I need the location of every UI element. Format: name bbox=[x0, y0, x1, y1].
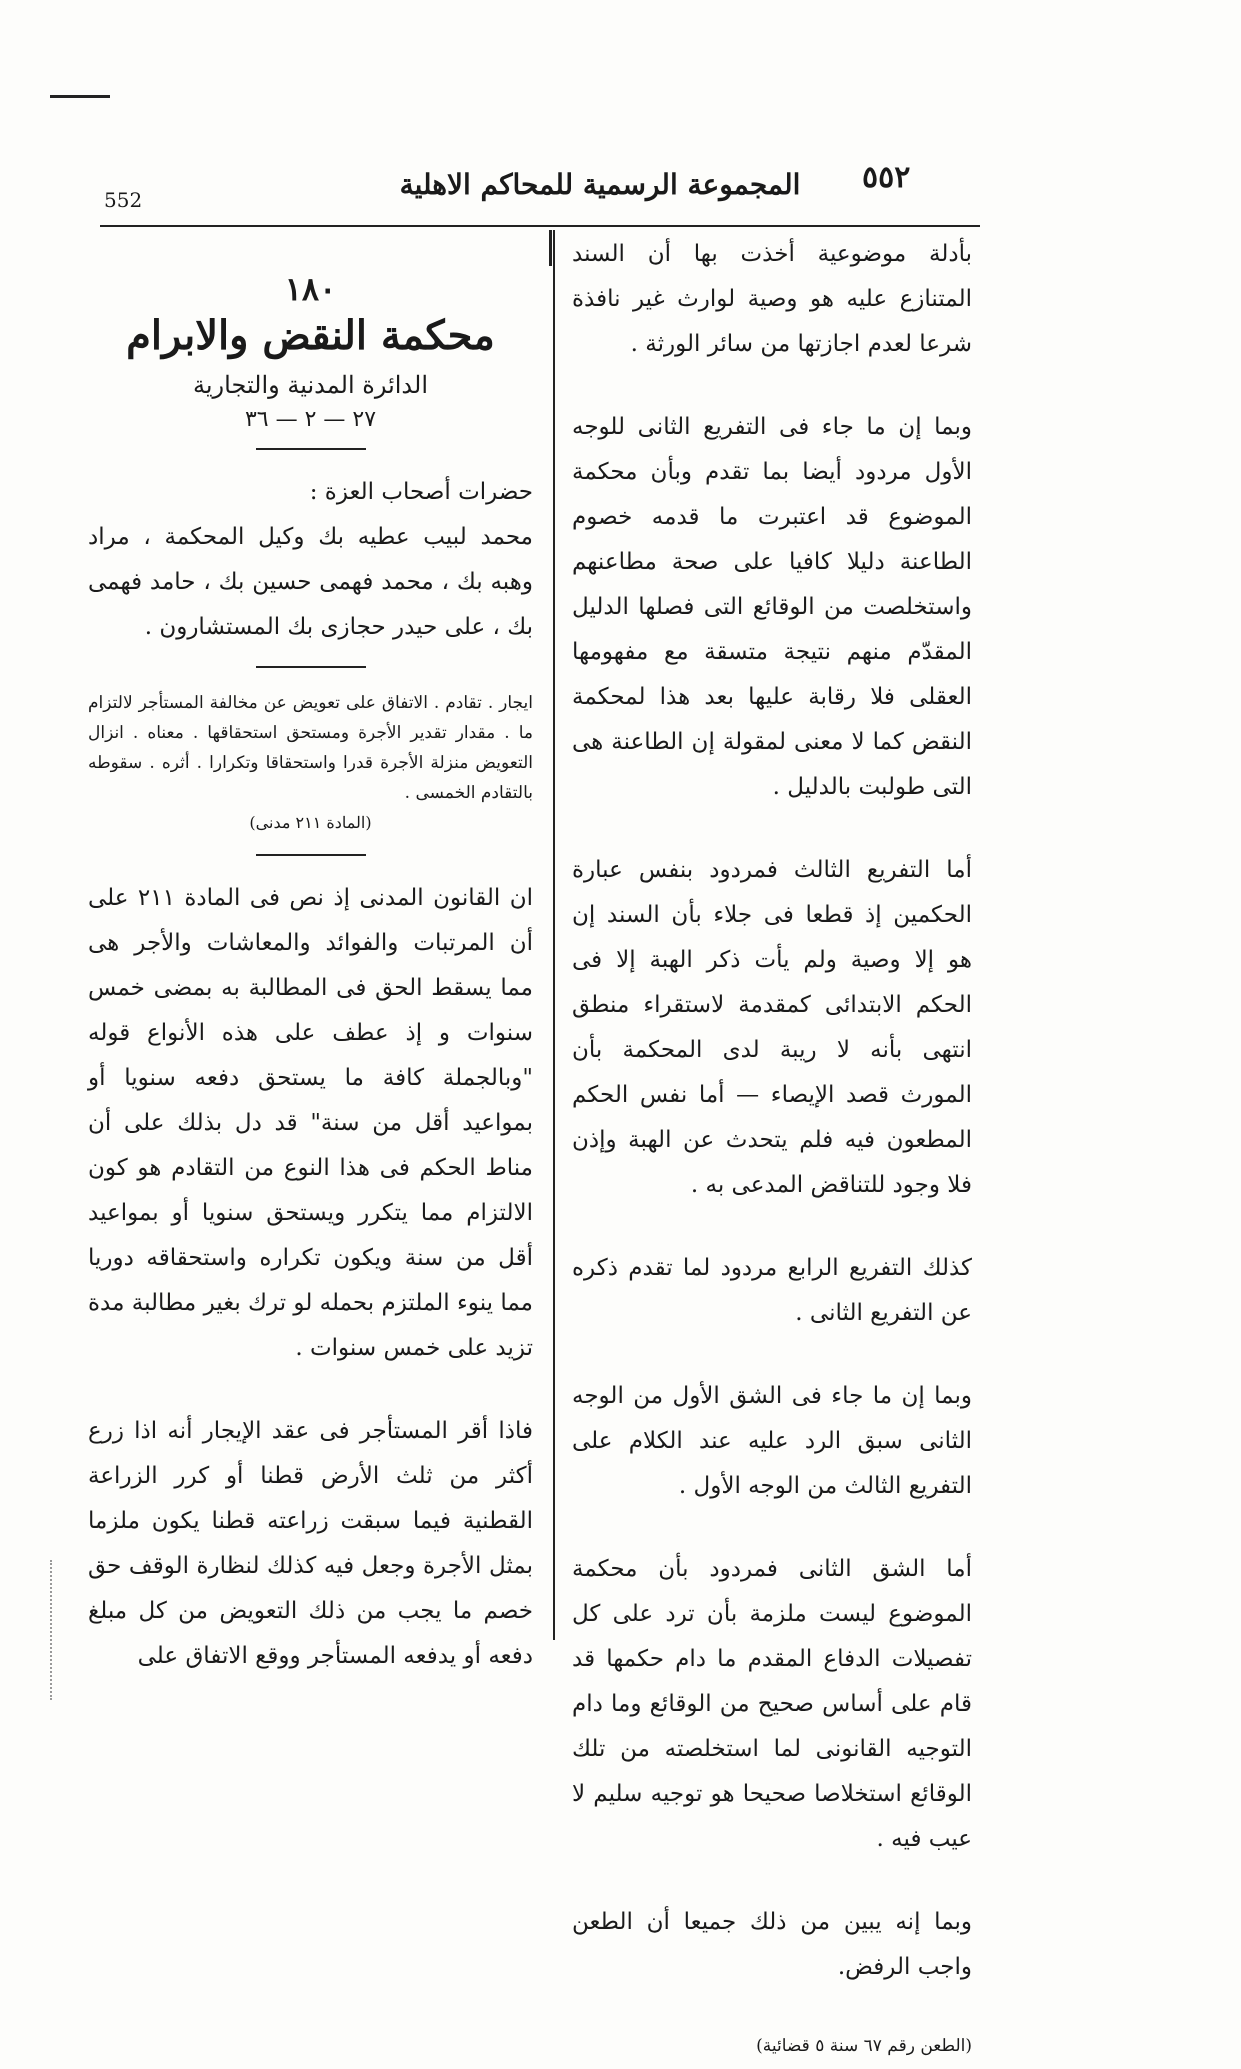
right-paragraph-7: وبما إنه يبين من ذلك جميعا أن الطعن واجب الرفض. bbox=[572, 1909, 972, 1980]
court-circuit: الدائرة المدنية والتجارية bbox=[193, 371, 428, 399]
header-rule bbox=[100, 225, 980, 227]
appeal-reference: (الطعن رقم ٦٧ سنة ٥ قضائية) bbox=[756, 2036, 972, 2056]
right-paragraph-1: بأدلة موضوعية أخذت بها أن السند المتنازع عليه هو وصية لوارث غير نافذة شرعا لعدم اجازتها من سائر الورثة . bbox=[572, 241, 972, 357]
article-reference: (المادة ٢١١ مدنى) bbox=[249, 813, 372, 832]
judges-intro: حضرات أصحاب العزة : bbox=[309, 479, 533, 505]
margin-binding-dots bbox=[50, 1560, 58, 1700]
ruling-date: ٢٧ — ٢ — ٣٦ bbox=[244, 407, 377, 432]
top-left-rule bbox=[50, 95, 110, 98]
right-paragraph-6: أما الشق الثانى فمردود بأن محكمة الموضوع ليست ملزمة بأن ترد على كل تفصيلات الدفاع المقدم ما دام حكمها قد قام على أساس صحيح من الوقائع وما دام التوجيه القانونى لما استخلصته من تلك الوقائع استخلاصا صحيحا هو توجيه سليم لا عيب فيه . bbox=[572, 1556, 972, 1852]
left-paragraph-1: ان القانون المدنى إذ نص فى المادة ٢١١ على أن المرتبات والفوائد والمعاشات والأجر هى مما يسقط الحق فى المطالبة به بمضى خمس سنوات و إذ عطف على هذه الأنواع قوله "وبالجملة كافة ما يستحق دفعه سنويا أو بمواعيد أقل من سنة" قد دل بذلك على أن مناط الحكم فى هذا النوع من التقادم هو كون الالتزام مما يتكرر ويستحق سنويا أو بمواعيد أقل من سنة ويكون تكراره واستحقاقه دوريا مما ينوء الملتزم بحمله لو ترك بغير مطالبة مدة تزيد على خمس سنوات . bbox=[88, 885, 533, 1361]
right-paragraph-2: وبما إن ما جاء فى التفريع الثانى للوجه الأول مردود أيضا بما تقدم وبأن محكمة الموضوع قد اعتبرت ما قدمه خصوم الطاعنة دليلا كافيا على صحة مطاعنهم واستخلصت من الوقائع التى فصلها الدليل المقدّم منهم نتيجة متسقة مع مفهومها العقلى فلا رقابة عليها بعد هذا لمحكمة النقض كما لا معنى لمقولة إن الطاعنة هى التى طولبت بالدليل . bbox=[572, 414, 972, 800]
column-divider bbox=[553, 230, 555, 1640]
judges-names: محمد لبيب عطيه بك وكيل المحكمة ، مراد وهبه بك ، محمد فهمى حسين بك ، حامد فهمى بك ، على حيدر حجازى بك المستشارون . bbox=[88, 524, 533, 640]
right-paragraph-4: كذلك التفريع الرابع مردود لما تقدم ذكره عن التفريع الثانى . bbox=[572, 1255, 972, 1326]
right-paragraph-3: أما التفريع الثالث فمردود بنفس عبارة الحكمين إذ قطعا فى جلاء بأن السند إن هو إلا وصية ولم يأت ذكر الهبة إلا فى الحكم الابتدائى كمقدمة لاستقراء منطق انتهى بأنه لا ريبة لدى المحكمة بأن المورث قصد الإيصاء — أما نفس الحكم المطعون فيه فلم يتحدث عن الهبة وإذن فلا وجود للتناقض المدعى به . bbox=[572, 857, 972, 1198]
left-column bbox=[88, 270, 533, 1679]
left-paragraph-2: فاذا أقر المستأجر فى عقد الإيجار أنه اذا زرع أكثر من ثلث الأرض قطنا أو كرر الزراعة القطنية فيما سبقت زراعته قطنا يكون ملزما بمثل الأجرة وجعل فيه كذلك لنظارة الوقف حق خصم ما يجب من ذلك التعويض من كل مبلغ دفعه أو يدفعه المستأجر ووقع الاتفاق على bbox=[88, 1418, 533, 1669]
separator-rule bbox=[256, 666, 366, 668]
separator-rule bbox=[256, 448, 366, 450]
headnote-summary: ايجار . تقادم . الاتفاق على تعويض عن مخالفة المستأجر لالتزام ما . مقدار تقدير الأجرة ومستحق استحقاقها . معناه . انزال التعويض منزلة الأجرة قدرا واستحقاقا وتكرارا . أثره . سقوطه بالتقادم الخمسى . bbox=[88, 693, 533, 803]
page-number-latin: 552 bbox=[104, 188, 143, 212]
page-number-arabic: ٥٥٢ bbox=[862, 160, 911, 195]
running-header-title: المجموعة الرسمية للمحاكم الاهلية bbox=[399, 168, 801, 201]
separator-rule bbox=[256, 854, 366, 856]
court-name: محكمة النقض والابرام bbox=[126, 312, 495, 359]
right-column bbox=[572, 232, 972, 2069]
column-divider-cap bbox=[549, 230, 562, 266]
case-number: ١٨٠ bbox=[284, 270, 337, 308]
right-paragraph-5: وبما إن ما جاء فى الشق الأول من الوجه الثانى سبق الرد عليه عند الكلام على التفريع الثالث من الوجه الأول . bbox=[572, 1383, 972, 1499]
